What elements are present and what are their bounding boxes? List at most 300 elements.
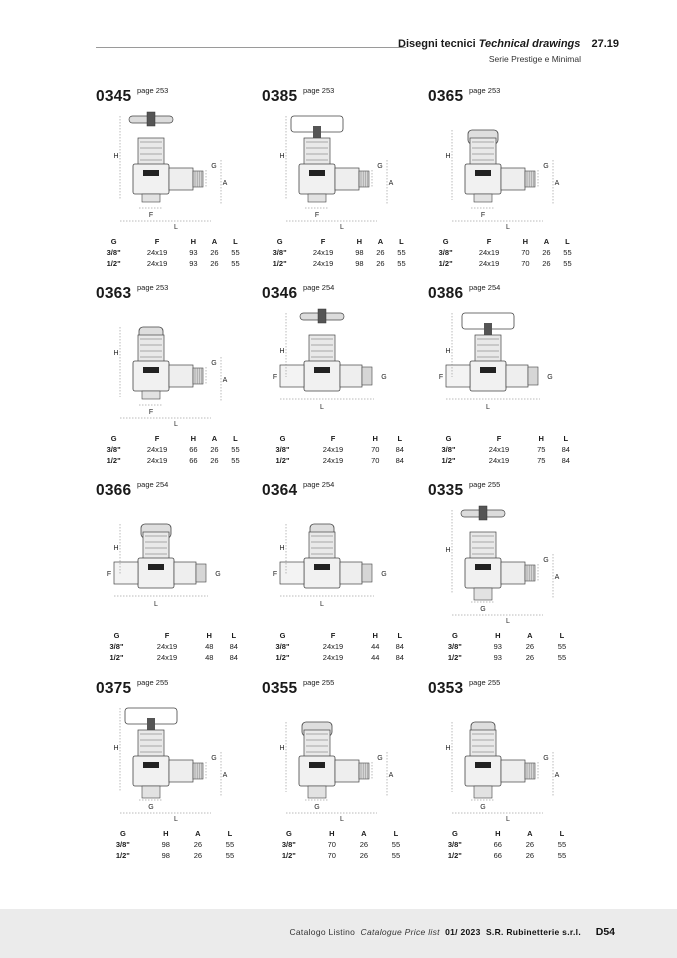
table-cell: 24x19 [312, 248, 334, 257]
table-cell: 26 [525, 653, 535, 662]
table-cell: 1/2" [109, 653, 124, 662]
footer [0, 909, 677, 958]
column-header: F [330, 434, 336, 443]
column-header: F [496, 434, 502, 443]
table-row [428, 850, 578, 861]
product-card-0335 [428, 482, 588, 682]
valve-body [133, 756, 169, 786]
table-cell: 55 [231, 445, 240, 454]
dim-label: F [272, 374, 278, 381]
table-cell: 55 [231, 259, 240, 268]
table-cell: 55 [225, 851, 235, 860]
outlet-nut [169, 365, 193, 387]
valve-body [465, 558, 501, 588]
table-cell: 84 [561, 445, 570, 454]
product-card-0386 [428, 285, 588, 485]
table-cell: 70 [371, 445, 380, 454]
table-cell: 55 [557, 653, 567, 662]
outlet-nut [335, 168, 359, 190]
inlet-side [280, 562, 304, 584]
dimension-table [262, 433, 412, 466]
valve-drawing [291, 116, 369, 202]
dim-label: A [222, 180, 228, 187]
table-cell: 3/8" [447, 840, 462, 849]
table-cell: 84 [561, 456, 570, 465]
outlet-nut [169, 760, 193, 782]
dimension-table [262, 828, 412, 861]
table-cell: 3/8" [438, 248, 453, 257]
column-header: A [527, 631, 533, 640]
table-cell: 55 [231, 248, 240, 257]
table-cell: 55 [563, 248, 572, 257]
table-cell: 26 [542, 259, 551, 268]
dim-label: L [320, 404, 324, 411]
table-cell: 3/8" [281, 840, 296, 849]
dim-label: L [174, 421, 178, 428]
product-code: 0375 [96, 680, 132, 697]
dim-label: H [279, 153, 285, 160]
table-row [262, 455, 412, 466]
dimension-table [96, 828, 246, 861]
valve-body [138, 558, 174, 588]
table-cell: 93 [493, 653, 502, 662]
table-cell: 24x19 [146, 456, 168, 465]
outlet-thread [362, 367, 372, 385]
inlet [474, 786, 492, 798]
dim-label: F [438, 374, 444, 381]
product-code: 0335 [428, 482, 464, 499]
product-card-0364 [262, 482, 422, 682]
table-cell: 3/8" [447, 642, 462, 651]
table-row [428, 444, 578, 455]
inlet-side [446, 365, 470, 387]
table-cell: 1/2" [438, 259, 453, 268]
dim-label: L [320, 601, 324, 608]
table-cell: 93 [189, 259, 198, 268]
dimension-table [262, 236, 412, 269]
table-cell: 3/8" [106, 445, 121, 454]
table-row [428, 247, 578, 258]
table-cell: 1/2" [447, 851, 462, 860]
table-cell: 93 [189, 248, 198, 257]
dim-label: F [148, 212, 154, 219]
outlet-nut [174, 562, 196, 584]
dim-label: L [486, 404, 490, 411]
page-reference: page 253 [137, 283, 169, 292]
outlet-thread [196, 564, 206, 582]
table-cell: 1/2" [441, 456, 456, 465]
table-row [428, 641, 578, 652]
dim-label: A [388, 180, 394, 187]
technical-drawing [262, 700, 422, 825]
company-name: S.R. Rubinetterie s.r.l. [485, 927, 581, 937]
column-header: L [559, 631, 565, 640]
table-cell: 84 [395, 653, 404, 662]
column-header: F [164, 631, 170, 640]
table-cell: 55 [397, 259, 406, 268]
technical-drawing [262, 305, 422, 430]
column-header: G [113, 631, 120, 640]
table-cell: 26 [210, 259, 219, 268]
dim-label: L [174, 224, 178, 231]
table-cell: 66 [189, 456, 198, 465]
table-cell: 66 [493, 851, 502, 860]
table-row [262, 247, 412, 258]
table-cell: 3/8" [115, 840, 130, 849]
dim-label: G [543, 557, 549, 564]
table-cell: 48 [205, 653, 214, 662]
page-subtitle: Serie Prestige e Minimal [488, 54, 581, 64]
title-italian: Disegni tecnici [398, 38, 476, 50]
catalog-label-it: Catalogo Listino [289, 927, 356, 937]
table-cell: 75 [537, 445, 546, 454]
dimension-table [428, 236, 578, 269]
table-row [428, 839, 578, 850]
dim-label: G [215, 571, 221, 578]
column-header: L [565, 237, 570, 246]
table-cell: 1/2" [281, 851, 296, 860]
column-header: H [206, 631, 212, 640]
table-cell: 26 [525, 851, 535, 860]
dim-label: G [314, 804, 320, 811]
technical-drawing [96, 502, 256, 627]
column-header: H [522, 237, 529, 246]
column-header: H [372, 631, 378, 640]
column-header: H [495, 631, 501, 640]
table-cell: 70 [521, 259, 530, 268]
product-card-0346 [262, 285, 422, 485]
page-reference: page 253 [469, 86, 501, 95]
valve-drawing [461, 506, 535, 600]
valve-body [465, 756, 501, 786]
dim-label: G [381, 374, 387, 381]
table-cell: 66 [189, 445, 198, 454]
valve-body [470, 361, 506, 391]
table-cell: 24x19 [156, 642, 178, 651]
table-cell: 55 [557, 642, 567, 651]
table-header-row [262, 236, 412, 247]
valve-drawing [465, 130, 535, 202]
dimension-table [96, 236, 246, 269]
table-row [428, 258, 578, 269]
table-cell: 55 [557, 851, 567, 860]
table-cell: 98 [355, 248, 364, 257]
page-reference: page 254 [303, 283, 335, 292]
valve-body [133, 164, 169, 194]
column-header: L [233, 434, 238, 443]
dim-label: L [174, 816, 178, 823]
table-cell: 26 [210, 445, 219, 454]
table-cell: 24x19 [488, 445, 510, 454]
outlet-nut [501, 760, 525, 782]
product-card-0366 [96, 482, 256, 682]
dim-label: G [377, 163, 383, 170]
column-header: F [320, 237, 326, 246]
column-header: G [279, 631, 286, 640]
table-cell: 26 [376, 259, 385, 268]
table-row [262, 850, 412, 861]
table-cell: 84 [229, 653, 238, 662]
dim-label: F [272, 571, 278, 578]
dim-label: H [113, 745, 119, 752]
column-header: G [110, 237, 117, 246]
valve-body [299, 164, 335, 194]
table-cell: 1/2" [106, 456, 121, 465]
table-cell: 98 [161, 840, 170, 849]
valve-drawing [125, 708, 203, 798]
inlet-side [280, 365, 304, 387]
table-cell: 55 [557, 840, 567, 849]
table-cell: 55 [397, 248, 406, 257]
table-cell: 84 [395, 642, 404, 651]
table-cell: 3/8" [275, 445, 290, 454]
table-cell: 3/8" [441, 445, 456, 454]
column-header: L [559, 829, 565, 838]
valve-body [304, 361, 340, 391]
dim-label: A [388, 772, 394, 779]
page-reference: page 255 [469, 678, 501, 687]
column-header: L [393, 829, 399, 838]
table-cell: 70 [327, 851, 336, 860]
inlet [142, 786, 160, 798]
dimension-table [428, 433, 578, 466]
column-header: G [451, 829, 458, 838]
table-cell: 24x19 [322, 653, 344, 662]
dim-label: H [113, 545, 119, 552]
catalog-label-en: Catalogue Price list [360, 927, 440, 937]
dim-label: A [554, 772, 560, 779]
column-header: H [190, 434, 197, 443]
table-row [96, 247, 246, 258]
product-card-0385 [262, 88, 422, 288]
product-code: 0386 [428, 285, 464, 302]
dim-label: H [445, 153, 451, 160]
table-row [96, 455, 246, 466]
dim-label: L [506, 224, 510, 231]
inlet [142, 194, 160, 202]
product-card-0353 [428, 680, 588, 880]
inlet [308, 786, 326, 798]
product-card-0365 [428, 88, 588, 288]
table-cell: 55 [563, 259, 572, 268]
column-header: F [154, 237, 160, 246]
page-reference: page 254 [137, 480, 169, 489]
table-cell: 1/2" [115, 851, 130, 860]
page-reference: page 254 [469, 283, 501, 292]
table-cell: 44 [371, 653, 380, 662]
footer-text [289, 927, 581, 937]
column-header: G [110, 434, 117, 443]
table-header-row [428, 828, 578, 839]
table-row [96, 258, 246, 269]
dim-label: G [211, 755, 217, 762]
column-header: H [495, 829, 501, 838]
column-header: F [154, 434, 160, 443]
table-cell: 26 [193, 840, 203, 849]
column-header: H [190, 237, 197, 246]
inlet [474, 194, 492, 202]
table-cell: 26 [359, 840, 369, 849]
table-cell: 1/2" [275, 653, 290, 662]
page-title [398, 38, 619, 50]
outlet-nut [501, 562, 525, 584]
column-header: L [399, 237, 404, 246]
dim-label: G [148, 804, 154, 811]
table-cell: 70 [521, 248, 530, 257]
dimension-table [262, 630, 412, 663]
technical-drawing [428, 108, 588, 233]
table-header-row [262, 630, 412, 641]
dim-label: H [279, 348, 285, 355]
table-cell: 24x19 [312, 259, 334, 268]
table-cell: 70 [371, 456, 380, 465]
table-cell: 26 [210, 456, 219, 465]
table-cell: 26 [376, 248, 385, 257]
table-cell: 24x19 [488, 456, 510, 465]
dim-label: G [543, 163, 549, 170]
table-cell: 26 [542, 248, 551, 257]
column-header: L [397, 631, 403, 640]
header-rule [96, 47, 406, 48]
valve-drawing [129, 112, 203, 202]
product-code: 0385 [262, 88, 298, 105]
column-header: L [563, 434, 569, 443]
technical-drawing [428, 700, 588, 825]
outlet-nut [501, 168, 525, 190]
table-header-row [96, 828, 246, 839]
table-header-row [428, 236, 578, 247]
valve-drawing [114, 524, 206, 588]
product-card-0363 [96, 285, 256, 485]
table-row [96, 641, 246, 652]
technical-drawing [262, 108, 422, 233]
valve-drawing [280, 524, 372, 588]
column-header: G [285, 829, 292, 838]
dim-label: F [148, 409, 154, 416]
dim-label: L [340, 224, 344, 231]
column-header: H [163, 829, 169, 838]
table-row [262, 839, 412, 850]
valve-drawing [465, 722, 535, 798]
dim-label: A [222, 377, 228, 384]
table-header-row [428, 630, 578, 641]
table-row [96, 444, 246, 455]
column-header: F [486, 237, 492, 246]
table-cell: 24x19 [146, 445, 168, 454]
table-cell: 84 [395, 456, 404, 465]
table-row [262, 444, 412, 455]
section-number: 27.19 [591, 38, 619, 50]
dim-label: F [480, 212, 486, 219]
table-row [96, 839, 246, 850]
dim-label: G [480, 606, 486, 613]
page-reference: page 254 [303, 480, 335, 489]
table-cell: 93 [493, 642, 502, 651]
outlet-thread [528, 367, 538, 385]
product-code: 0353 [428, 680, 464, 697]
dimension-table [428, 630, 578, 663]
valve-drawing [299, 722, 369, 798]
valve-body [465, 164, 501, 194]
table-cell: 44 [371, 642, 380, 651]
dim-label: L [506, 618, 510, 625]
dimension-table [96, 630, 246, 663]
technical-drawing [428, 305, 588, 430]
table-cell: 1/2" [275, 456, 290, 465]
technical-drawing [428, 502, 588, 627]
table-cell: 24x19 [146, 259, 168, 268]
table-cell: 24x19 [146, 248, 168, 257]
column-header: F [330, 631, 336, 640]
column-header: G [445, 434, 452, 443]
product-card-0345 [96, 88, 256, 288]
table-cell: 26 [525, 642, 535, 651]
dim-label: G [480, 804, 486, 811]
table-cell: 55 [391, 851, 401, 860]
table-header-row [96, 630, 246, 641]
valve-body [133, 361, 169, 391]
page-reference: page 255 [303, 678, 335, 687]
outlet-nut [506, 365, 528, 387]
column-header: A [195, 829, 201, 838]
dim-label: G [543, 755, 549, 762]
outlet-nut [340, 562, 362, 584]
dim-label: L [154, 601, 158, 608]
table-cell: 3/8" [275, 642, 290, 651]
dim-label: H [113, 350, 119, 357]
inlet [142, 391, 160, 399]
table-cell: 75 [537, 456, 546, 465]
column-header: A [377, 237, 384, 246]
outlet-nut [169, 168, 193, 190]
column-header: G [119, 829, 126, 838]
table-header-row [96, 236, 246, 247]
product-code: 0346 [262, 285, 298, 302]
product-card-0355 [262, 680, 422, 880]
table-cell: 55 [231, 456, 240, 465]
dim-label: H [113, 153, 119, 160]
column-header: G [276, 237, 283, 246]
table-cell: 26 [210, 248, 219, 257]
table-header-row [96, 433, 246, 444]
table-cell: 1/2" [447, 653, 462, 662]
table-cell: 55 [391, 840, 401, 849]
title-english: Technical drawings [478, 38, 581, 50]
table-cell: 24x19 [478, 248, 500, 257]
dim-label: A [554, 574, 560, 581]
dim-label: H [445, 348, 451, 355]
dim-label: G [381, 571, 387, 578]
table-row [96, 850, 246, 861]
dim-label: G [547, 374, 553, 381]
column-header: H [372, 434, 378, 443]
inlet [308, 194, 326, 202]
table-row [96, 652, 246, 663]
table-cell: 70 [327, 840, 336, 849]
table-cell: 26 [193, 851, 203, 860]
product-code: 0364 [262, 482, 298, 499]
inlet-side [114, 562, 138, 584]
valve-body [304, 558, 340, 588]
table-cell: 55 [225, 840, 235, 849]
dim-label: G [211, 163, 217, 170]
product-code: 0363 [96, 285, 132, 302]
page-reference: page 255 [137, 678, 169, 687]
table-cell: 24x19 [322, 642, 344, 651]
table-header-row [262, 433, 412, 444]
dim-label: A [222, 772, 228, 779]
page-number: D54 [595, 926, 615, 938]
